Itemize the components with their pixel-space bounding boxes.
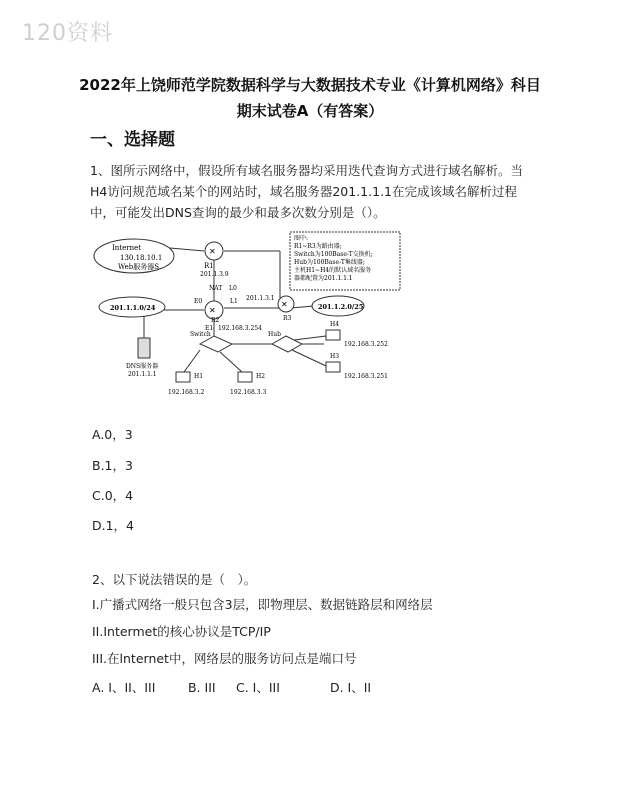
r2-label: R2 — [211, 317, 220, 324]
dns-server-label: DNS服务器 — [126, 363, 159, 370]
host-h2-icon — [238, 372, 252, 382]
hub-label: Hub — [268, 331, 281, 338]
note-line-6: 器都配置为201.1.1.1 — [294, 275, 353, 282]
q1-option-d: D.1，4 — [92, 518, 135, 533]
q2-option-b: B. III — [187, 680, 216, 695]
q1-option-c: C.0，4 — [92, 488, 134, 503]
host-h3-icon — [326, 362, 340, 372]
e0-label: E0 — [194, 298, 203, 305]
host-h1-icon — [176, 372, 190, 382]
dns-server-icon — [138, 338, 150, 358]
dns-server-ip: 201.1.1.1 — [128, 371, 157, 378]
note-line-1: 图中: — [294, 235, 309, 242]
q2-options — [92, 678, 512, 696]
h4-ip: 192.168.3.252 — [344, 341, 388, 348]
switch-label: Switch — [190, 331, 211, 338]
h3-label: H3 — [330, 353, 340, 360]
q2-statement-3: III.在lnternet中，网络层的服务访问点是端口号 — [92, 651, 357, 666]
subnet-1-label: 201.1.1.0/24 — [110, 304, 156, 312]
title-line-1: 2022年上饶师范学院数据科学与大数据技术专业《计算机网络》科目 — [79, 76, 541, 94]
web-server-label: Web服务器S — [118, 263, 160, 271]
q2-option-d: D. I、II — [329, 680, 372, 695]
legend-note — [290, 232, 400, 290]
h2-ip: 192.168.3.3 — [230, 389, 267, 396]
note-line-5: 主机H1~H4的默认域名服务 — [294, 267, 372, 274]
l0-label: L0 — [229, 285, 237, 292]
switch-icon — [200, 336, 232, 352]
router-icon-glyph: ✕ — [281, 300, 288, 309]
q2-statement-2: II.Intermet的核心协议是TCP/IP — [92, 624, 271, 639]
r1-ip: 201.1.3.9 — [200, 271, 229, 278]
q1-option-b: B.1，3 — [92, 458, 133, 473]
router-icon-glyph: ✕ — [209, 247, 216, 256]
q1-option-a: A.0，3 — [92, 427, 133, 442]
h1-ip: 192.168.3.2 — [168, 389, 205, 396]
note-line-2: R1~R3为路由器; — [294, 243, 342, 250]
note-line-3: Switch为100Base-T交换机; — [294, 251, 373, 258]
h2-label: H2 — [256, 373, 266, 380]
q2-option-a: A. I、II、III — [92, 680, 156, 695]
question-2-text: 2、以下说法错误的是（ ）。 — [92, 572, 257, 587]
subnet-2-label: 201.1.2.0/25 — [318, 303, 364, 311]
r1-label: R1 — [204, 262, 214, 270]
nat-label: NAT — [209, 285, 223, 292]
q2-option-c: C. I、III — [235, 680, 280, 695]
router-icon-glyph: ✕ — [209, 306, 216, 315]
q2-statement-1: I.广播式网络一般只包含3层，即物理层、数据链路层和网络层 — [92, 597, 433, 612]
network-diagram — [92, 226, 412, 404]
l1-label: L1 — [230, 298, 238, 305]
internet-label: Internet — [112, 244, 142, 252]
hub-icon — [272, 336, 302, 352]
question-1-text: 1、图所示网络中，假设所有域名服务器均采用迭代查询方式进行域名解析。当H4访问规范域名某个的网站时，域名服务器201.1.1.1在完成该域名解析过程中，可能发出DNS查询的最少和最多次数分别是（）。 — [90, 163, 523, 220]
h3-ip: 192.168.3.251 — [344, 373, 388, 380]
h1-label: H1 — [194, 373, 204, 380]
h4-label: H4 — [330, 321, 340, 328]
internet-ip: 130.18.10.1 — [120, 254, 163, 262]
note-line-4: Hub为100Base-T集线器; — [294, 259, 365, 266]
host-h4-icon — [326, 330, 340, 340]
e1-label: E1 — [205, 325, 214, 332]
page-title — [40, 72, 580, 124]
r3-label: R3 — [283, 315, 292, 322]
r3-ip: 201.1.3.1 — [246, 295, 275, 302]
e1-ip: 192.168.3.254 — [218, 325, 262, 332]
section-heading: 一、选择题 — [90, 130, 175, 150]
title-line-2: 期末试卷A（有答案） — [236, 102, 384, 120]
watermark: 120资料 — [22, 21, 113, 46]
